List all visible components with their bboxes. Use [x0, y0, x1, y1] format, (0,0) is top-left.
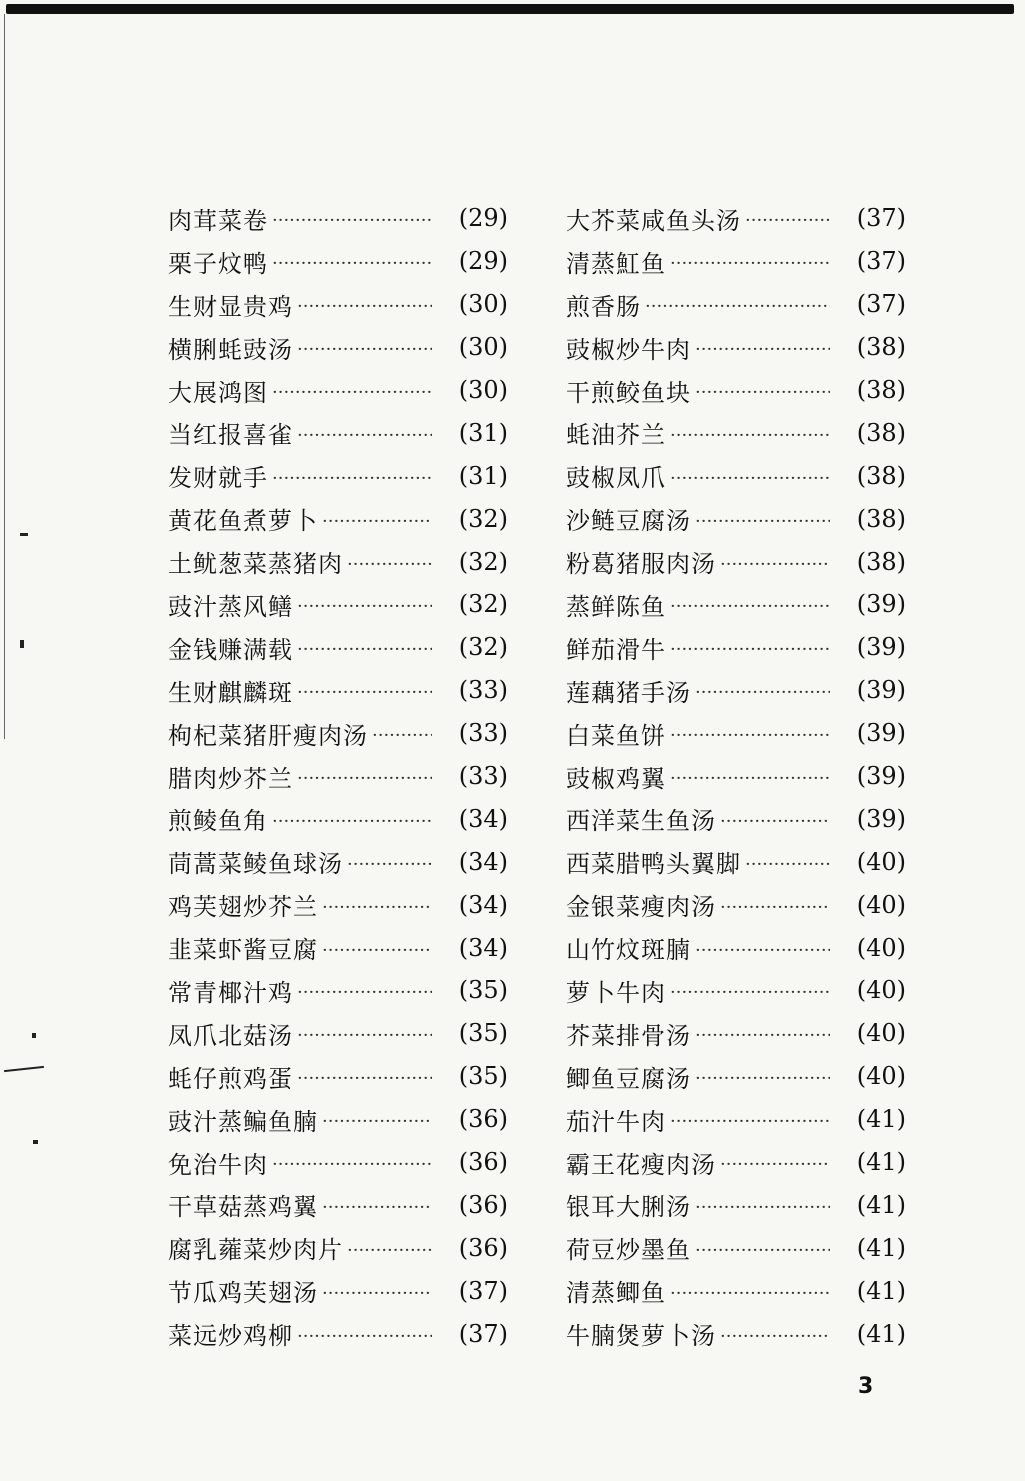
scan-speck [32, 1033, 36, 1038]
toc-entry-title: 大芥菜咸鱼头汤 [566, 206, 741, 235]
toc-entry-page: (38) [856, 376, 906, 404]
toc-entry [168, 1141, 508, 1184]
toc-entry-page: (32) [458, 504, 508, 533]
toc-leader-dots [670, 639, 830, 659]
toc-entry [168, 926, 508, 969]
toc-leader-dots [322, 940, 432, 960]
toc-entry [566, 626, 906, 669]
toc-entry-title: 枸杞菜猪肝瘦肉汤 [168, 721, 368, 750]
toc-leader-dots [297, 982, 432, 1002]
toc-entry-page: (38) [856, 418, 906, 447]
toc-entry-page: (36) [458, 1233, 508, 1262]
toc-entry-title: 山竹炆斑腩 [566, 936, 691, 965]
toc-leader-dots [322, 1197, 432, 1217]
toc-entry-title: 霸王花瘦肉汤 [566, 1150, 716, 1179]
toc-leader-dots [720, 1326, 830, 1346]
toc-entry [168, 454, 508, 497]
toc-leader-dots [272, 468, 432, 488]
toc-entry [566, 369, 906, 412]
toc-entry-page: (40) [856, 890, 906, 919]
toc-leader-dots [670, 468, 830, 488]
toc-entry [168, 1312, 508, 1355]
toc-entry-page: (36) [458, 1105, 508, 1134]
toc-entry [168, 326, 508, 369]
toc-entry [168, 369, 508, 412]
toc-entry [168, 1098, 508, 1141]
toc-entry-page: (40) [856, 976, 906, 1005]
toc-entry-title: 发财就手 [168, 464, 268, 493]
scan-speck [4, 1066, 44, 1072]
toc-entry-page: (34) [458, 847, 508, 876]
toc-leader-dots [695, 940, 830, 960]
toc-entry [566, 326, 906, 369]
toc-leader-dots [297, 682, 432, 702]
toc-entry-title: 蒸鲜陈鱼 [566, 592, 666, 621]
toc-leader-dots [347, 554, 432, 574]
toc-entry-page: (31) [458, 418, 508, 447]
toc-entry-title: 牛腩煲萝卜汤 [566, 1322, 716, 1351]
toc-entry-page: (30) [458, 333, 508, 362]
toc-entry-title: 韭菜虾酱豆腐 [168, 936, 318, 965]
toc-entry-page: (40) [856, 1019, 906, 1048]
toc-leader-dots [670, 1111, 830, 1131]
toc-entry [168, 240, 508, 283]
toc-entry-page: (33) [458, 719, 508, 748]
scan-speck [33, 1140, 38, 1144]
toc-entry [168, 540, 508, 583]
toc-entry [168, 583, 508, 626]
toc-leader-dots [745, 210, 830, 230]
toc-leader-dots [695, 1240, 830, 1260]
toc-entry-title: 茄汁牛肉 [566, 1107, 666, 1136]
toc-entry-title: 荷豆炒墨鱼 [566, 1236, 691, 1265]
toc-entry [168, 283, 508, 326]
toc-entry [566, 497, 906, 540]
toc-entry-page: (30) [458, 290, 508, 319]
toc-entry-page: (32) [458, 633, 508, 662]
toc-leader-dots [670, 253, 830, 273]
toc-entry-page: (41) [856, 1233, 906, 1262]
toc-entry [566, 883, 906, 926]
toc-entry-page: (36) [458, 1190, 508, 1219]
toc-entry-page: (34) [458, 804, 508, 833]
toc-entry [566, 240, 906, 283]
toc-entry-title: 清蒸鲫鱼 [566, 1279, 666, 1308]
toc-entry-title: 金钱赚满载 [168, 635, 293, 664]
toc-entry [566, 1226, 906, 1269]
scan-speck [20, 533, 28, 536]
left-binding-edge [4, 14, 5, 739]
toc-leader-dots [720, 811, 830, 831]
toc-leader-dots [322, 1283, 432, 1303]
toc-entry-title: 常青椰汁鸡 [168, 978, 293, 1007]
toc-entry [566, 1312, 906, 1355]
toc-leader-dots [347, 854, 432, 874]
toc-entry-title: 煎鲮鱼角 [168, 807, 268, 836]
toc-entry [168, 883, 508, 926]
toc-leader-dots [670, 768, 830, 788]
toc-entry-page: (41) [856, 1190, 906, 1219]
toc-entry-title: 横脷蚝豉汤 [168, 335, 293, 364]
toc-entry [566, 197, 906, 240]
toc-entry [168, 411, 508, 454]
toc-leader-dots [297, 1068, 432, 1088]
toc-leader-dots [695, 1197, 830, 1217]
toc-leader-dots [297, 1025, 432, 1045]
toc-entry-title: 免治牛肉 [168, 1150, 268, 1179]
toc-entry [168, 197, 508, 240]
toc-entry-page: (39) [856, 804, 906, 833]
toc-entry [168, 669, 508, 712]
toc-entry-page: (39) [856, 719, 906, 748]
toc-entry [168, 797, 508, 840]
toc-entry [566, 1183, 906, 1226]
toc-entry-title: 鲜茄滑牛 [566, 635, 666, 664]
top-border-rule [6, 4, 1014, 14]
toc-entry-page: (41) [856, 1276, 906, 1305]
toc-entry [566, 1012, 906, 1055]
toc-leader-dots [272, 382, 432, 402]
toc-entry-page: (38) [856, 461, 906, 490]
toc-entry [566, 1141, 906, 1184]
toc-entry [566, 454, 906, 497]
toc-entry-title: 白菜鱼饼 [566, 721, 666, 750]
toc-leader-dots [695, 339, 830, 359]
toc-entry-title: 萝卜牛肉 [566, 978, 666, 1007]
toc-leader-dots [272, 1154, 432, 1174]
toc-entry-title: 干草菇蒸鸡翼 [168, 1193, 318, 1222]
toc-entry-title: 干煎鲛鱼块 [566, 378, 691, 407]
toc-entry [566, 712, 906, 755]
toc-entry [566, 797, 906, 840]
toc-leader-dots [297, 425, 432, 445]
toc-entry-page: (38) [856, 504, 906, 533]
toc-leader-dots [322, 511, 432, 531]
toc-leader-dots [347, 1240, 432, 1260]
toc-entry-page: (34) [458, 933, 508, 962]
toc-entry [566, 583, 906, 626]
toc-leader-dots [745, 854, 830, 874]
toc-entry-title: 土鱿葱菜蒸猪肉 [168, 550, 343, 579]
toc-leader-dots [297, 768, 432, 788]
toc-leader-dots [670, 982, 830, 1002]
toc-entry-page: (35) [458, 976, 508, 1005]
toc-entry [168, 1012, 508, 1055]
toc-entry-title: 黄花鱼煮萝卜 [168, 507, 318, 536]
toc-entry-page: (38) [856, 333, 906, 362]
toc-entry-title: 腐乳蕹菜炒肉片 [168, 1236, 343, 1265]
toc-entry [168, 712, 508, 755]
toc-entry-page: (31) [458, 461, 508, 490]
toc-entry-page: (38) [856, 547, 906, 576]
toc-entry [168, 755, 508, 798]
toc-entry-title: 芥菜排骨汤 [566, 1021, 691, 1050]
toc-entry [566, 755, 906, 798]
toc-entry-page: (29) [458, 247, 508, 276]
toc-leader-dots [297, 596, 432, 616]
toc-entry-title: 莲藕猪手汤 [566, 678, 691, 707]
toc-entry-title: 鲫鱼豆腐汤 [566, 1064, 691, 1093]
toc-entry-title: 腊肉炒芥兰 [168, 764, 293, 793]
toc-leader-dots [322, 897, 432, 917]
toc-entry-title: 豉汁蒸风鳝 [168, 592, 293, 621]
toc-leader-dots [720, 897, 830, 917]
toc-entry [566, 926, 906, 969]
toc-entry-title: 凤爪北菇汤 [168, 1021, 293, 1050]
toc-entry-page: (36) [458, 1148, 508, 1177]
toc-entry-page: (39) [856, 762, 906, 791]
toc-entry [566, 840, 906, 883]
toc-leader-dots [645, 296, 830, 316]
toc-entry-title: 煎香肠 [566, 292, 641, 321]
toc-entry-page: (30) [458, 376, 508, 404]
toc-entry-page: (41) [856, 1105, 906, 1134]
toc-entry-page: (37) [856, 247, 906, 276]
toc-entry-page: (41) [856, 1148, 906, 1177]
toc-leader-dots [670, 425, 830, 445]
toc-leader-dots [670, 596, 830, 616]
toc-entry [566, 283, 906, 326]
toc-entry [566, 1098, 906, 1141]
toc-entry-page: (37) [856, 290, 906, 319]
toc-entry-title: 豉椒鸡翼 [566, 764, 666, 793]
toc-entry-title: 豉椒炒牛肉 [566, 335, 691, 364]
toc-leader-dots [297, 1326, 432, 1346]
toc-entry-title: 金银菜瘦肉汤 [566, 893, 716, 922]
toc-leader-dots [695, 1025, 830, 1045]
toc-leader-dots [720, 554, 830, 574]
toc-entry-title: 肉茸菜卷 [168, 206, 268, 235]
toc-entry-page: (40) [856, 847, 906, 876]
toc-leader-dots [670, 1283, 830, 1303]
toc-leader-dots [322, 1111, 432, 1131]
toc-entry-title: 生财显贵鸡 [168, 292, 293, 321]
toc-entry-page: (37) [856, 204, 906, 233]
toc-entry [168, 497, 508, 540]
toc-entry-title: 节瓜鸡芙翅汤 [168, 1279, 318, 1308]
toc-leader-dots [670, 725, 830, 745]
toc-leader-dots [720, 1154, 830, 1174]
toc-leader-dots [297, 296, 432, 316]
toc-leader-dots [695, 382, 830, 402]
toc-entry [566, 1055, 906, 1098]
toc-entry-page: (35) [458, 1019, 508, 1048]
toc-leader-dots [297, 339, 432, 359]
toc-entry [168, 1226, 508, 1269]
toc-entry-title: 栗子炆鸭 [168, 249, 268, 278]
toc-entry-page: (32) [458, 590, 508, 619]
toc-entry-title: 茼蒿菜鲮鱼球汤 [168, 850, 343, 879]
toc-entry [566, 969, 906, 1012]
toc-entry-title: 西菜腊鸭头翼脚 [566, 850, 741, 879]
toc-entry-page: (32) [458, 547, 508, 576]
toc-entry [168, 1269, 508, 1312]
toc-entry-title: 蚝仔煎鸡蛋 [168, 1064, 293, 1093]
toc-entry [168, 840, 508, 883]
toc-entry [168, 1055, 508, 1098]
toc-right-column [566, 197, 906, 1355]
toc-leader-dots [695, 682, 830, 702]
toc-entry-title: 豉汁蒸鳊鱼腩 [168, 1107, 318, 1136]
toc-entry [566, 540, 906, 583]
page-number: 3 [858, 1374, 874, 1399]
toc-entry-page: (40) [856, 1062, 906, 1091]
toc-entry-page: (29) [458, 204, 508, 233]
toc-entry-title: 豉椒凤爪 [566, 464, 666, 493]
toc-entry-page: (40) [856, 933, 906, 962]
toc-leader-dots [695, 511, 830, 531]
toc-entry-page: (35) [458, 1062, 508, 1091]
toc-entry-title: 西洋菜生鱼汤 [566, 807, 716, 836]
toc-entry-page: (39) [856, 633, 906, 662]
toc-entry [566, 669, 906, 712]
toc-leader-dots [272, 210, 432, 230]
toc-entry-page: (34) [458, 890, 508, 919]
toc-entry-title: 生财麒麟斑 [168, 678, 293, 707]
toc-entry-title: 清蒸魟鱼 [566, 249, 666, 278]
toc-entry-page: (39) [856, 676, 906, 705]
toc-entry-title: 当红报喜雀 [168, 421, 293, 450]
toc-left-column [168, 197, 508, 1355]
toc-entry-title: 蚝油芥兰 [566, 421, 666, 450]
toc-entry-page: (33) [458, 676, 508, 705]
toc-entry-page: (33) [458, 762, 508, 791]
toc-entry-title: 银耳大脷汤 [566, 1193, 691, 1222]
toc-entry-page: (37) [458, 1276, 508, 1305]
toc-entry-title: 粉葛猪服肉汤 [566, 550, 716, 579]
toc-leader-dots [272, 253, 432, 273]
toc-entry [566, 1269, 906, 1312]
toc-leader-dots [297, 639, 432, 659]
toc-entry [168, 626, 508, 669]
toc-entry-title: 菜远炒鸡柳 [168, 1322, 293, 1351]
toc-leader-dots [695, 1068, 830, 1088]
toc-entry [168, 969, 508, 1012]
toc-entry-page: (39) [856, 590, 906, 619]
toc-entry-page: (37) [458, 1319, 508, 1348]
toc-entry-title: 鸡芙翅炒芥兰 [168, 893, 318, 922]
scan-speck [20, 640, 24, 648]
toc-leader-dots [372, 725, 432, 745]
toc-entry-page: (41) [856, 1319, 906, 1348]
toc-entry [566, 411, 906, 454]
toc-entry [168, 1183, 508, 1226]
toc-entry-title: 沙鲢豆腐汤 [566, 507, 691, 536]
toc-leader-dots [272, 811, 432, 831]
toc-entry-title: 大展鸿图 [168, 378, 268, 407]
